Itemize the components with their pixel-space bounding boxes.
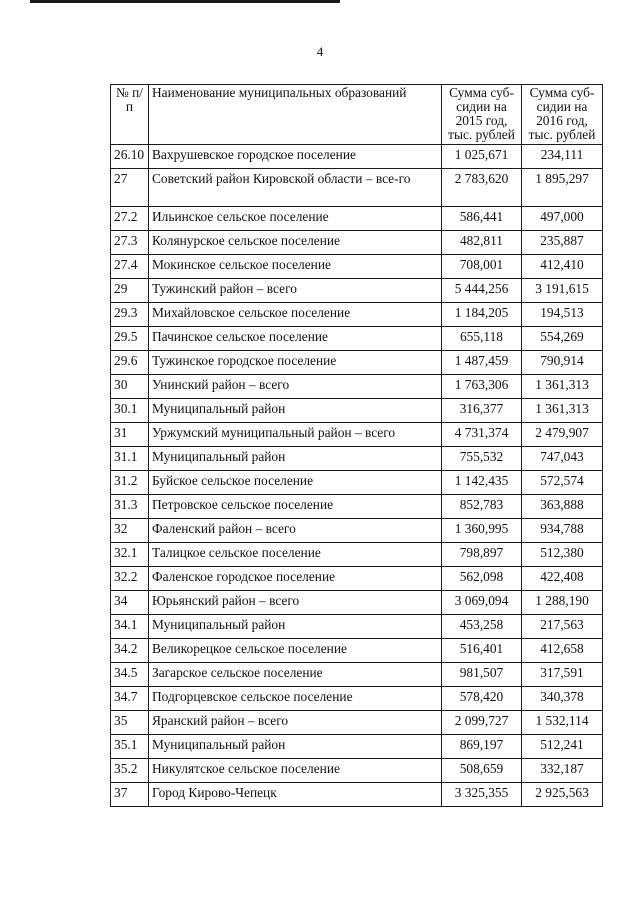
row-name: Великорецкое сельское поселение bbox=[149, 639, 442, 663]
table-row bbox=[111, 327, 603, 351]
header-name: Наименование муниципальных образований bbox=[149, 85, 442, 145]
table-row bbox=[111, 351, 603, 375]
row-sum-2015: 3 325,355 bbox=[442, 783, 522, 807]
row-number: 34.7 bbox=[111, 687, 149, 711]
table-row bbox=[111, 255, 603, 279]
table-row bbox=[111, 303, 603, 327]
row-sum-2016: 497,000 bbox=[522, 207, 603, 231]
header-sum-2016: Сумма суб-сидии на 2016 год, тыс. рублей bbox=[522, 85, 603, 145]
row-sum-2016: 1 532,114 bbox=[522, 711, 603, 735]
row-name: Муниципальный район bbox=[149, 399, 442, 423]
row-name: Вахрушевское городское поселение bbox=[149, 145, 442, 169]
row-sum-2016: 340,378 bbox=[522, 687, 603, 711]
row-sum-2015: 869,197 bbox=[442, 735, 522, 759]
row-sum-2015: 562,098 bbox=[442, 567, 522, 591]
row-name: Колянурское сельское поселение bbox=[149, 231, 442, 255]
table-row bbox=[111, 471, 603, 495]
row-sum-2015: 578,420 bbox=[442, 687, 522, 711]
row-name: Подгорцевское сельское поселение bbox=[149, 687, 442, 711]
table-row bbox=[111, 207, 603, 231]
row-number: 35.1 bbox=[111, 735, 149, 759]
row-number: 34.1 bbox=[111, 615, 149, 639]
row-sum-2015: 482,811 bbox=[442, 231, 522, 255]
row-name: Ильинское сельское поселение bbox=[149, 207, 442, 231]
row-sum-2015: 2 783,620 bbox=[442, 169, 522, 207]
row-name: Тужинское городское поселение bbox=[149, 351, 442, 375]
page-number: 4 bbox=[316, 44, 324, 59]
row-number: 32.1 bbox=[111, 543, 149, 567]
table-header-row bbox=[111, 85, 603, 145]
row-sum-2016: 1 895,297 bbox=[522, 169, 603, 207]
row-sum-2016: 235,887 bbox=[522, 231, 603, 255]
table-row bbox=[111, 519, 603, 543]
row-sum-2016: 1 361,313 bbox=[522, 375, 603, 399]
row-number: 32 bbox=[111, 519, 149, 543]
row-sum-2016: 422,408 bbox=[522, 567, 603, 591]
header-number: № п/п bbox=[111, 85, 149, 145]
row-sum-2016: 747,043 bbox=[522, 447, 603, 471]
row-number: 35.2 bbox=[111, 759, 149, 783]
row-sum-2016: 934,788 bbox=[522, 519, 603, 543]
row-name: Яранский район – всего bbox=[149, 711, 442, 735]
table-row bbox=[111, 543, 603, 567]
table-row bbox=[111, 279, 603, 303]
row-name: Петровское сельское поселение bbox=[149, 495, 442, 519]
row-sum-2016: 217,563 bbox=[522, 615, 603, 639]
row-sum-2016: 512,380 bbox=[522, 543, 603, 567]
row-number: 27.4 bbox=[111, 255, 149, 279]
table-row bbox=[111, 591, 603, 615]
table-body bbox=[111, 145, 603, 807]
row-name: Муниципальный район bbox=[149, 615, 442, 639]
row-number: 34.5 bbox=[111, 663, 149, 687]
header-sum-2015: Сумма суб-сидии на 2015 год, тыс. рублей bbox=[442, 85, 522, 145]
row-name: Мокинское сельское поселение bbox=[149, 255, 442, 279]
row-sum-2016: 554,269 bbox=[522, 327, 603, 351]
row-name: Талицкое сельское поселение bbox=[149, 543, 442, 567]
table-row bbox=[111, 663, 603, 687]
row-sum-2015: 316,377 bbox=[442, 399, 522, 423]
row-name: Тужинский район – всего bbox=[149, 279, 442, 303]
row-number: 29 bbox=[111, 279, 149, 303]
row-number: 27.3 bbox=[111, 231, 149, 255]
row-sum-2016: 2 479,907 bbox=[522, 423, 603, 447]
row-name: Муниципальный район bbox=[149, 447, 442, 471]
row-number: 27 bbox=[111, 169, 149, 207]
row-name: Фаленское городское поселение bbox=[149, 567, 442, 591]
row-number: 31 bbox=[111, 423, 149, 447]
row-sum-2015: 1 763,306 bbox=[442, 375, 522, 399]
row-sum-2015: 508,659 bbox=[442, 759, 522, 783]
row-sum-2016: 2 925,563 bbox=[522, 783, 603, 807]
table-row bbox=[111, 567, 603, 591]
row-sum-2015: 852,783 bbox=[442, 495, 522, 519]
row-number: 35 bbox=[111, 711, 149, 735]
row-sum-2015: 516,401 bbox=[442, 639, 522, 663]
table-row bbox=[111, 687, 603, 711]
row-sum-2016: 194,513 bbox=[522, 303, 603, 327]
row-name: Фаленский район – всего bbox=[149, 519, 442, 543]
top-rule bbox=[30, 0, 340, 3]
row-sum-2015: 655,118 bbox=[442, 327, 522, 351]
table-row bbox=[111, 231, 603, 255]
row-number: 30.1 bbox=[111, 399, 149, 423]
table-row bbox=[111, 399, 603, 423]
row-sum-2015: 4 731,374 bbox=[442, 423, 522, 447]
row-sum-2016: 512,241 bbox=[522, 735, 603, 759]
table-row bbox=[111, 495, 603, 519]
table-row bbox=[111, 711, 603, 735]
table-row bbox=[111, 639, 603, 663]
table-row bbox=[111, 375, 603, 399]
row-number: 29.3 bbox=[111, 303, 149, 327]
row-number: 32.2 bbox=[111, 567, 149, 591]
table-row bbox=[111, 615, 603, 639]
row-sum-2015: 453,258 bbox=[442, 615, 522, 639]
row-sum-2016: 412,658 bbox=[522, 639, 603, 663]
row-name: Город Кирово-Чепецк bbox=[149, 783, 442, 807]
row-sum-2015: 755,532 bbox=[442, 447, 522, 471]
row-sum-2016: 1 288,190 bbox=[522, 591, 603, 615]
row-sum-2015: 1 142,435 bbox=[442, 471, 522, 495]
row-number: 29.6 bbox=[111, 351, 149, 375]
row-name: Уржумский муниципальный район – всего bbox=[149, 423, 442, 447]
row-name: Буйское сельское поселение bbox=[149, 471, 442, 495]
row-sum-2016: 3 191,615 bbox=[522, 279, 603, 303]
row-sum-2016: 412,410 bbox=[522, 255, 603, 279]
row-sum-2015: 1 025,671 bbox=[442, 145, 522, 169]
row-number: 34 bbox=[111, 591, 149, 615]
row-sum-2015: 1 184,205 bbox=[442, 303, 522, 327]
row-sum-2016: 234,111 bbox=[522, 145, 603, 169]
row-number: 27.2 bbox=[111, 207, 149, 231]
row-sum-2016: 790,914 bbox=[522, 351, 603, 375]
row-name: Никулятское сельское поселение bbox=[149, 759, 442, 783]
row-name: Загарское сельское поселение bbox=[149, 663, 442, 687]
row-number: 30 bbox=[111, 375, 149, 399]
table-row bbox=[111, 735, 603, 759]
row-number: 34.2 bbox=[111, 639, 149, 663]
row-sum-2015: 586,441 bbox=[442, 207, 522, 231]
row-name: Пачинское сельское поселение bbox=[149, 327, 442, 351]
table-row bbox=[111, 759, 603, 783]
row-sum-2015: 1 360,995 bbox=[442, 519, 522, 543]
row-name: Михайловское сельское поселение bbox=[149, 303, 442, 327]
table-row bbox=[111, 447, 603, 471]
row-number: 31.2 bbox=[111, 471, 149, 495]
table-row bbox=[111, 145, 603, 169]
subsidy-table bbox=[110, 84, 603, 807]
row-sum-2016: 572,574 bbox=[522, 471, 603, 495]
row-sum-2015: 798,897 bbox=[442, 543, 522, 567]
row-sum-2015: 3 069,094 bbox=[442, 591, 522, 615]
row-sum-2016: 363,888 bbox=[522, 495, 603, 519]
row-name: Унинский район – всего bbox=[149, 375, 442, 399]
row-sum-2015: 2 099,727 bbox=[442, 711, 522, 735]
row-name: Муниципальный район bbox=[149, 735, 442, 759]
row-sum-2015: 981,507 bbox=[442, 663, 522, 687]
row-name: Советский район Кировской области – все-го bbox=[149, 169, 442, 207]
row-number: 31.1 bbox=[111, 447, 149, 471]
row-sum-2015: 1 487,459 bbox=[442, 351, 522, 375]
row-number: 37 bbox=[111, 783, 149, 807]
row-sum-2016: 1 361,313 bbox=[522, 399, 603, 423]
table-row bbox=[111, 423, 603, 447]
row-name: Юрьянский район – всего bbox=[149, 591, 442, 615]
row-number: 31.3 bbox=[111, 495, 149, 519]
row-number: 29.5 bbox=[111, 327, 149, 351]
row-sum-2015: 5 444,256 bbox=[442, 279, 522, 303]
row-sum-2016: 332,187 bbox=[522, 759, 603, 783]
row-sum-2016: 317,591 bbox=[522, 663, 603, 687]
row-sum-2015: 708,001 bbox=[442, 255, 522, 279]
table-row bbox=[111, 783, 603, 807]
row-number: 26.10 bbox=[111, 145, 149, 169]
table-row bbox=[111, 169, 603, 207]
